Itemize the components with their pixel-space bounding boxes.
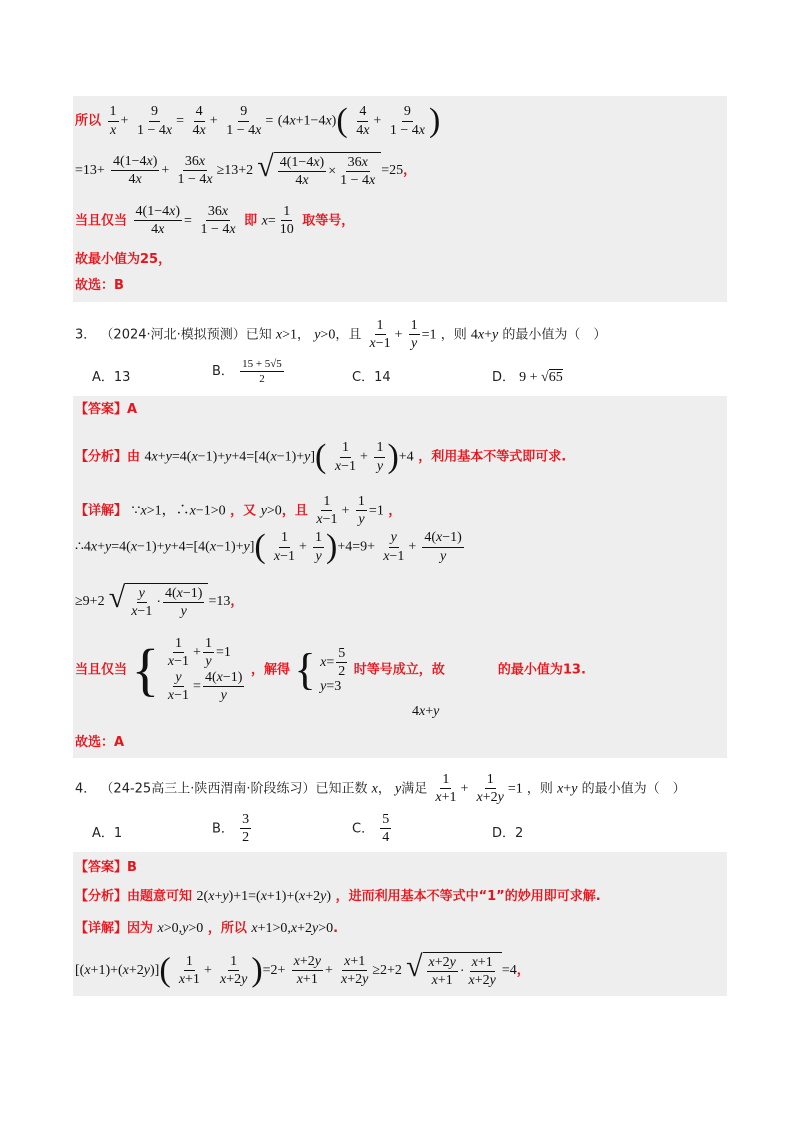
q4-stem: 4． （24-25高三上·陕西渭南·阶段练习）已知正数 x， y满足 $\frac{1}{x+1}$ + $\frac{1}{x+2y}$ =1 ，则 x+y 的最小值为（ ） <box>75 772 686 806</box>
q3-option-d[interactable]: D． 9 + √65 <box>492 370 563 385</box>
q3-option-b[interactable]: B． $\frac{15 + 5√5}{2}$ <box>212 358 282 386</box>
block1-line3: 当且仅当 $\frac{4(1-4x)}{4x}$ = $\frac{36x}{1 - 4x}$ 即 x= $\frac{1}{10}$ 取等号， <box>75 204 355 238</box>
q4-option-d[interactable]: D．2 <box>492 826 524 841</box>
q3-detail-2: ∴4x+y=4(x−1)+y+4=[4(x−1)+y]( $\frac{1}{x-1}$ + $\frac{1}{y}$ )+4=9+ $\frac{y}{x-1}$ + $\frac{4(x-1)}{y}$ <box>75 528 462 565</box>
q4-detail-2: [(x+1)+(x+2y)]( $\frac{1}{x+1}$ + $\frac{1}{x+2y}$ )=2+ $\frac{x+2y}{x+1}$ + $\frac{x+1}{x+2y}$ ≥2+2 √ $\frac{x+2y}{x+1}$ · $\frac{x+1}{x+2y}$ =4， <box>75 950 530 989</box>
q3-answer: 【答案】A <box>75 402 138 417</box>
block1-line1: 所以 $\frac{1}{x}$ + $\frac{9}{1 - 4x}$ = $\frac{4}{4x}$ + $\frac{9}{1 - 4x}$ = (4x+1−4x)( $\frac{4}{4x}$ + $\frac{9}{1 - 4x}$ ) <box>75 102 441 139</box>
q4-detail-1: 【详解】因为 x>0,y>0 ，所以 x+1>0,x+2y>0. <box>75 921 339 936</box>
block1-min-value: 故最小值为25， <box>75 252 172 267</box>
q3-option-a[interactable]: A．13 <box>92 370 131 385</box>
q3-target-expr: 4x+y <box>412 704 440 719</box>
q3-detail-3: ≥9+2 √ $\frac{y}{x-1}$ · $\frac{4(x-1)}{y}$ =13， <box>75 581 244 620</box>
q3-choice: 故选：A <box>75 735 125 750</box>
q3-stem: 3． （2024·河北·模拟预测）已知 x>1， y>0，且 $\frac{1}{x-1}$ + $\frac{1}{y}$ =1 ，则 4x+y 的最小值为（ ） <box>75 318 607 352</box>
block1-choice: 故选：B <box>75 278 124 293</box>
q4-option-b[interactable]: B． $\frac{3}{2}$ <box>212 812 250 846</box>
q4-answer: 【答案】B <box>75 860 137 875</box>
q4-analysis: 【分析】由题意可知 2(x+y)+1=(x+1)+(x+2y) ，进而利用基本不等式中“1”的妙用即可求解. <box>75 889 601 904</box>
q3-detail-1: 【详解】 ∵x>1，∴x−1>0 ，又 y>0，且 $\frac{1}{x-1}$ + $\frac{1}{y}$ =1 ， <box>75 494 402 528</box>
q3-option-c[interactable]: C．14 <box>352 370 391 385</box>
q4-option-a[interactable]: A．1 <box>92 826 123 841</box>
q3-equality-case: 当且仅当 { $\frac{1}{x-1}$ + $\frac{1}{y}$ =1 $\frac{y}{x-1}$ = $\frac{4(x-1)}{y}$ ，解得 { x= $\frac{5}{2}$ y=3 时等号成立，故 的最小值为13. <box>75 636 586 704</box>
block1-line2: =13+ $\frac{4(1-4x)}{4x}$ + $\frac{36x}{1 - 4x}$ ≥13+2 √ $\frac{4(1-4x)}{4x}$ × $\frac{36x}{1 - 4x}$ =25， <box>75 150 417 189</box>
q4-option-c[interactable]: C． $\frac{5}{4}$ <box>352 812 390 846</box>
q3-analysis: 【分析】由 4x+y=4(x−1)+y+4=[4(x−1)+y]( $\frac{1}{x-1}$ + $\frac{1}{y}$ )+4 ，利用基本不等式即可求. <box>75 438 567 475</box>
